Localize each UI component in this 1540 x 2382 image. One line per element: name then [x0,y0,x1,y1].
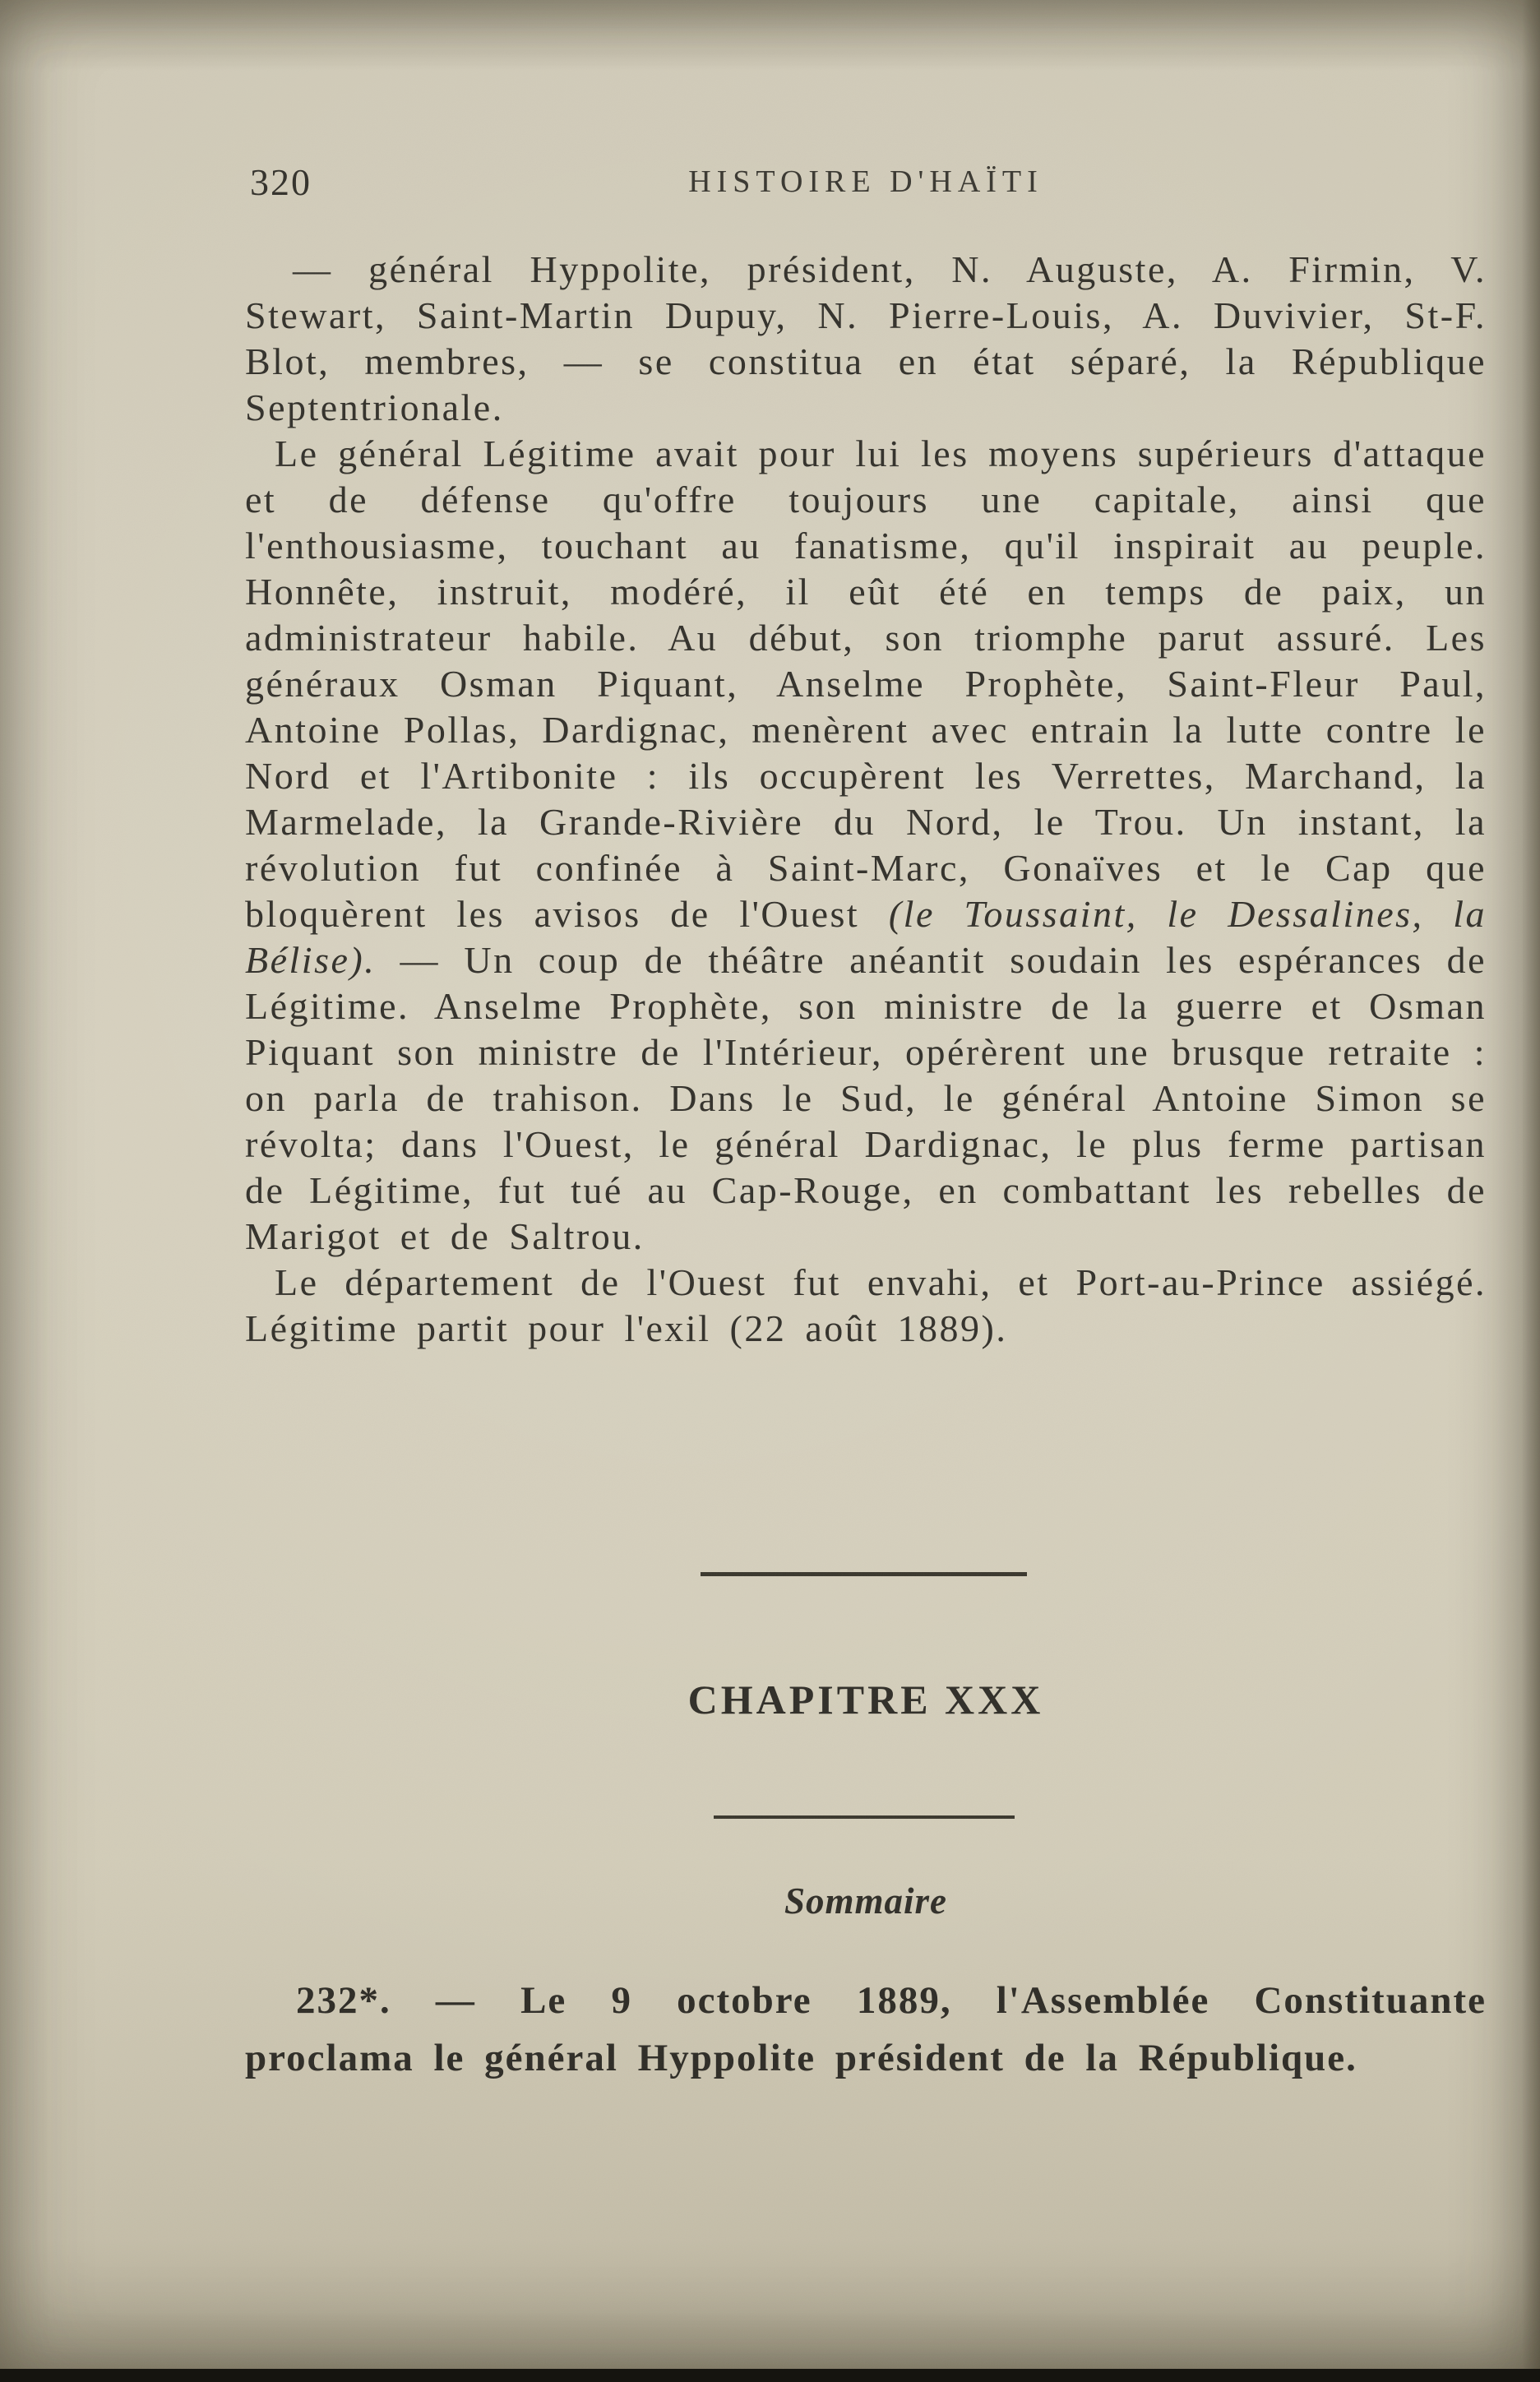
page-number: 320 [250,161,312,203]
sommaire-heading: Sommaire [784,1880,948,1922]
paragraph-legitime-campaign [245,431,1487,1260]
paragraph-government-members: — général Hyppolite, président, N. Auguste, A. Firmin, V. Stewart, Saint-Martin Dupuy, N. Pierre-Louis, A. Duvivier, St-F. Blot, membres, — se constitua en état séparé, la République Septentrionale. [245,248,1487,428]
ship-names-italic: (le Toussaint, le Dessalines, la Bélise). [245,893,1487,981]
running-head [245,160,1487,210]
chapter-heading: CHAPITRE XXX [687,1677,1044,1723]
body-text-block [245,247,1487,1352]
paragraph-legitime-text-end: — Un coup de théâtre anéantit soudain les espérances de Légitime. Anselme Prophète, son ministre de la guerre et Osman Piquant son ministre de l'Intérieur, opérèrent une brusque retraite : on parla de trahison. Dans le Sud, le général Antoine Simon se révolta; dans l'Ouest, le général Dardignac, le plus ferme partisan de Légitime, fut tué au Cap-Rouge, en combattant les rebelles de Marigot et de Saltrou. [245,939,1487,1257]
scan-edge-right [1522,0,1540,2382]
paragraph-exile: Le département de l'Ouest fut envahi, et Port-au-Prince assiégé. Légitime partit pour l'exil (22 août 1889). [245,1261,1487,1349]
running-title: HISTOIRE D'HAÏTI [688,164,1043,199]
chapter-summary: 232*. — Le 9 octobre 1889, l'Assemblée Constituante proclama le général Hyppolite président de la République. [245,1979,1487,2079]
paragraph-legitime-text-start: Le général Légitime avait pour lui les moyens supérieurs d'attaque et de défense qu'offre toujours une capitale, ainsi que l'enthousiasme, touchant au fanatisme, qu'il inspirait au peuple. Honnête, instruit, modéré, il eût été en temps de paix, un administrateur habile. Au début, son triomphe parut assuré. Les généraux Osman Piquant, Anselme Prophète, Saint-Fleur Paul, Antoine Pollas, Dardignac, menèrent avec entrain la lutte contre le Nord et l'Artibonite : ils occupèrent les Verrettes, Marchand, la Marmelade, la Grande-Rivière du Nord, le Trou. Un instant, la révolution fut confinée à Saint-Marc, Gonaïves et le Cap que bloquèrent les avisos de l'Ouest [245,432,1487,935]
section-divider-bottom [714,1815,1015,1819]
scan-edge-bottom [0,2369,1540,2382]
section-divider-top [701,1572,1027,1576]
